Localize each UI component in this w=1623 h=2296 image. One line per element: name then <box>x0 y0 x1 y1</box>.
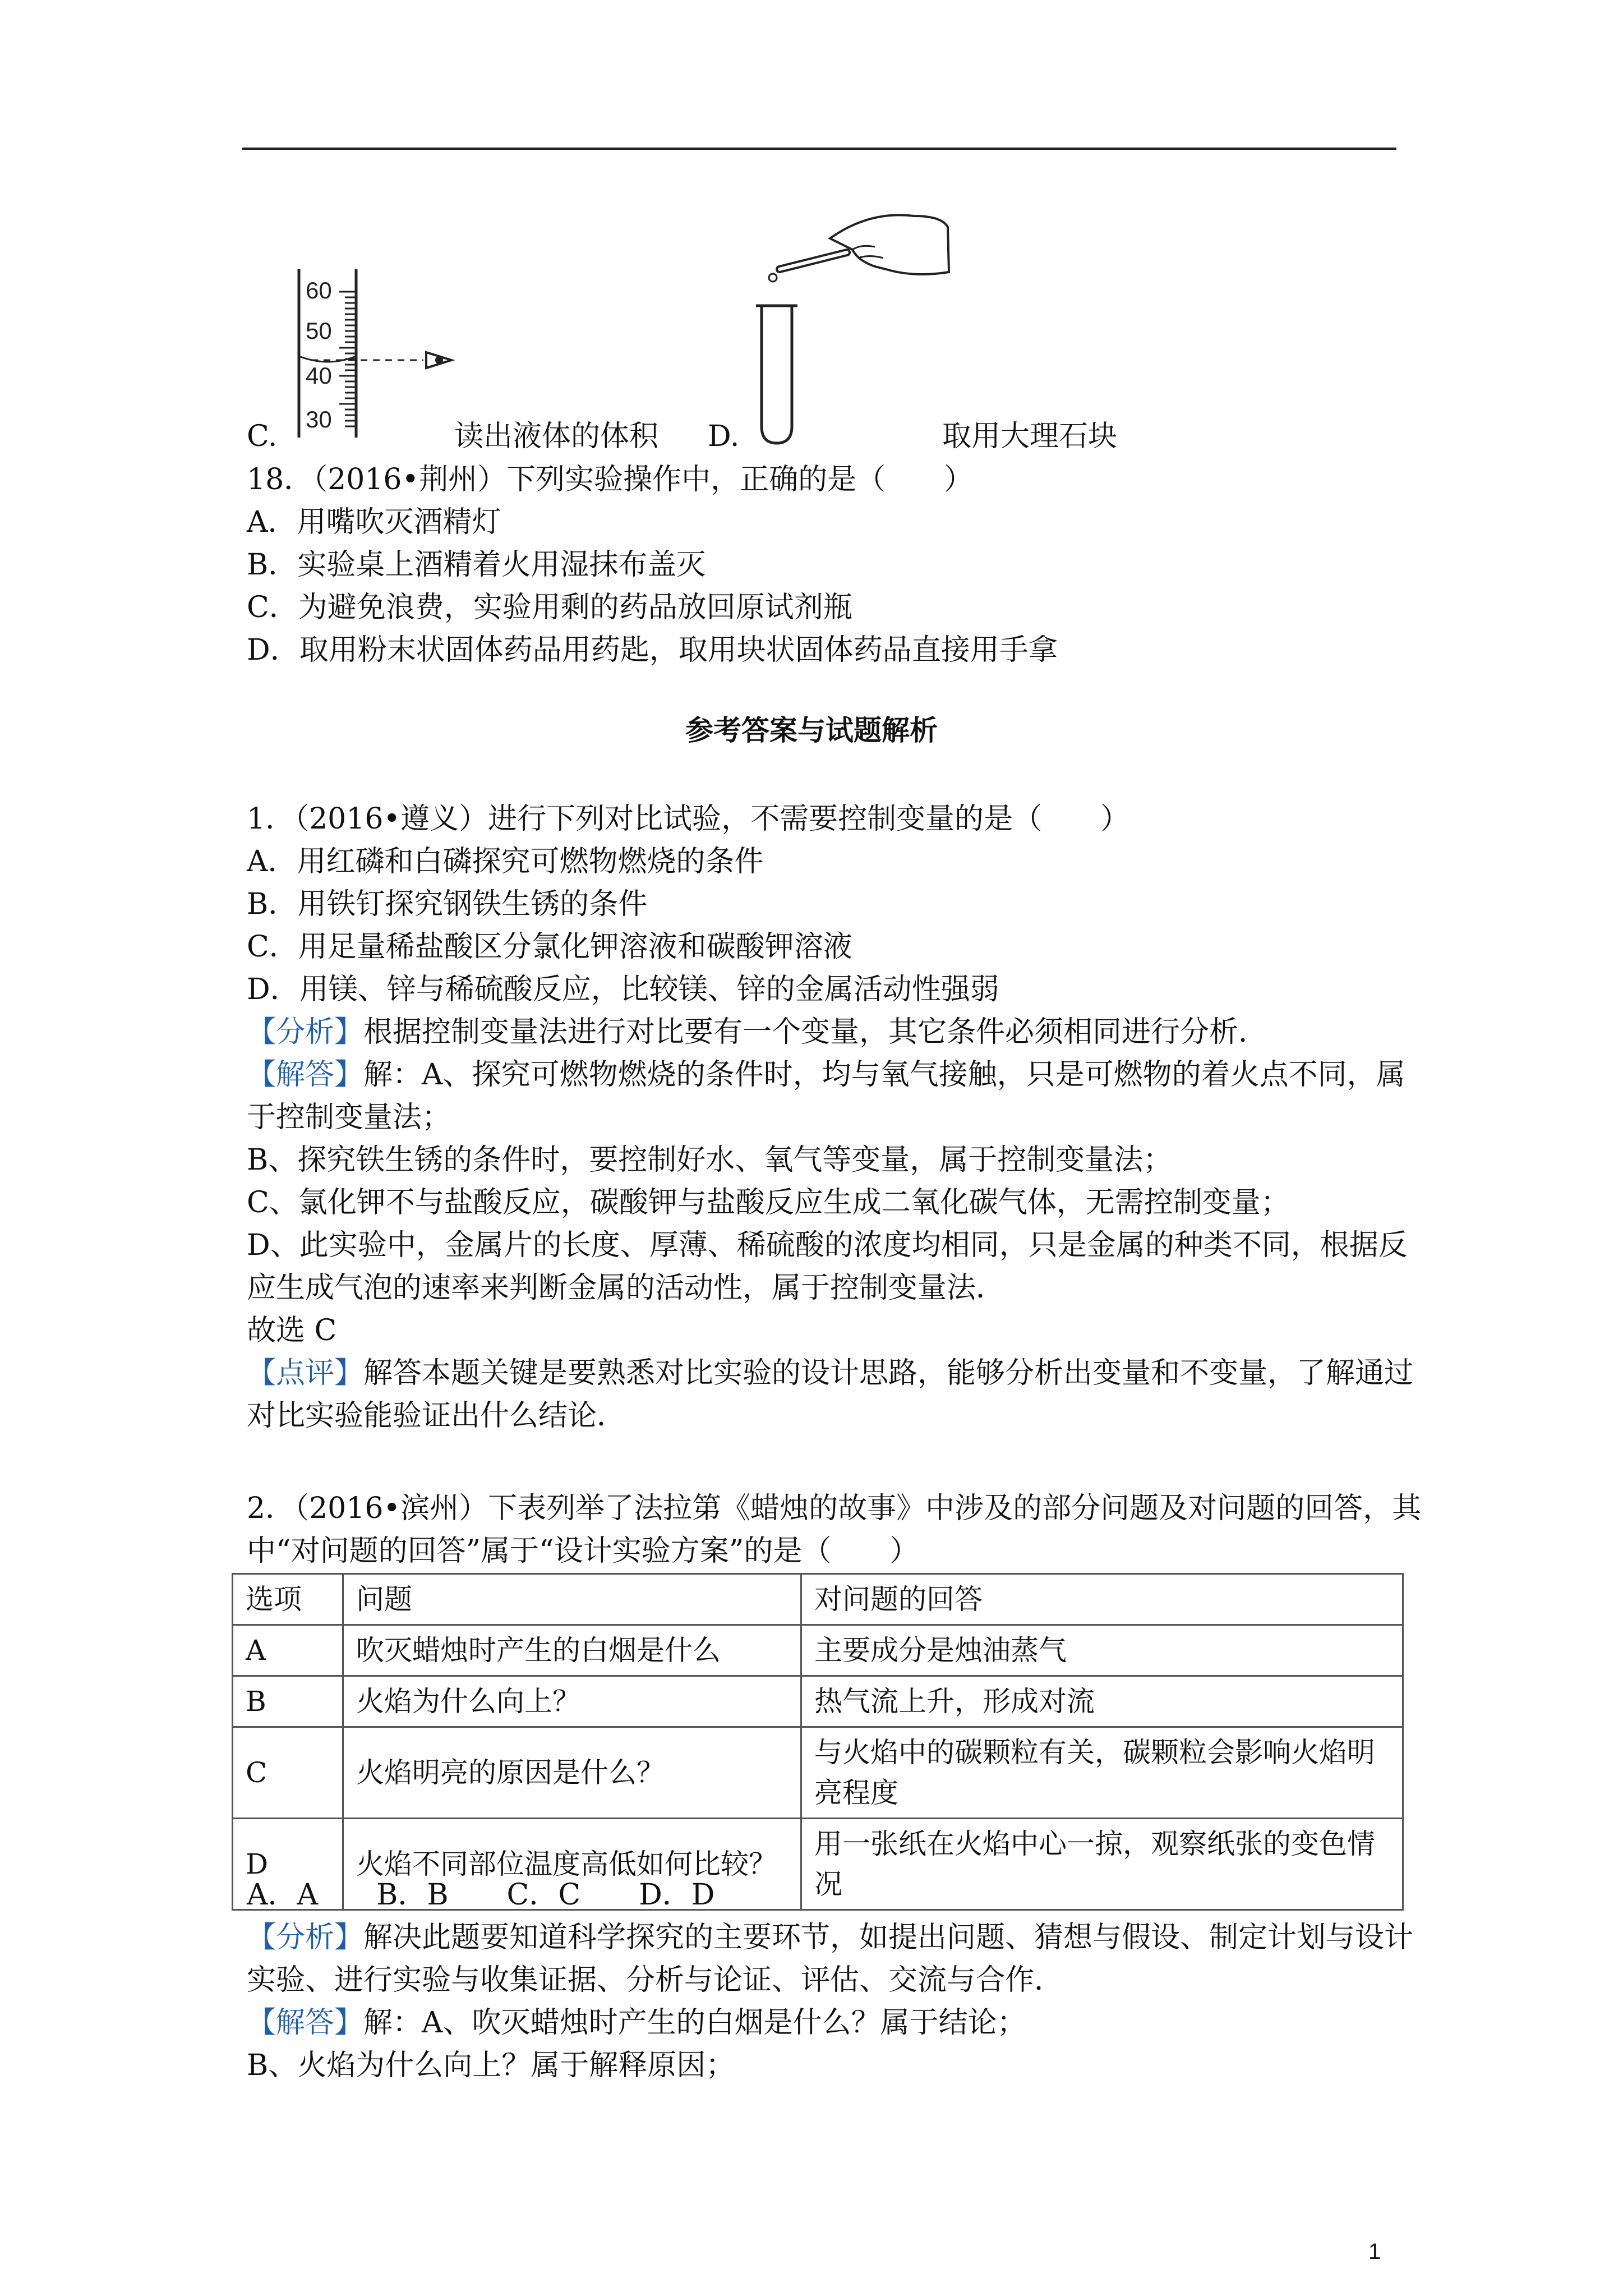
a1-comment-line2: 对比实验能验证出什么结论． <box>247 1399 626 1433</box>
table-cell: 热气流上升，形成对流 <box>801 1676 1403 1727</box>
table-row <box>233 1727 1403 1819</box>
a1-answer-b: B、探究铁生锈的条件时，要控制好水、氧气等变量，属于控制变量法； <box>247 1143 1173 1177</box>
tick-50: 50 <box>306 318 332 344</box>
table-header: 对问题的回答 <box>801 1574 1403 1625</box>
a2-stem-line1: 2．（2016•滨州）下表列举了法拉第《蜡烛的故事》中涉及的部分问题及对问题的回答，其 <box>247 1492 1422 1525</box>
comment-text: 解答本题关键是要熟悉对比实验的设计思路，能够分析出变量和不变量，了解通过 <box>363 1356 1414 1390</box>
table-header: 问题 <box>343 1574 801 1625</box>
candle-question-table <box>232 1573 1404 1911</box>
table-cell: 火焰为什么向上？ <box>343 1676 801 1727</box>
a1-option-d: D．用镁、锌与稀硫酸反应，比较镁、锌的金属活动性强弱 <box>247 973 999 1006</box>
q17-d-text: 取用大理石块 <box>942 420 1118 453</box>
a1-answer-line1 <box>247 1053 1405 1096</box>
page-number: 1 <box>1368 2239 1381 2264</box>
a2-options: A．A B．B C．C D．D <box>247 1878 715 1912</box>
a2-analysis-line2: 实验、进行实验与收集证据、分析与论证、评估、交流与合作． <box>247 1963 1064 1997</box>
a1-answer-d2: 应生成气泡的速率来判断金属的活动性，属于控制变量法． <box>247 1271 1006 1305</box>
q18-option-c: C．为避免浪费，实验用剩的药品放回原试剂瓶 <box>247 591 852 624</box>
a1-option-a: A．用红磷和白磷探究可燃物燃烧的条件 <box>247 845 764 878</box>
q17-option-c <box>247 415 277 458</box>
table-row <box>233 1676 1403 1727</box>
a2-answer-b: B、火焰为什么向上？属于解释原因； <box>247 2049 735 2082</box>
table-header: 选项 <box>233 1574 343 1625</box>
graduated-cylinder-image <box>289 264 474 443</box>
q17-d-label: D. <box>708 420 740 453</box>
table-cell: 主要成分是烛油蒸气 <box>801 1625 1403 1676</box>
table-cell: B <box>233 1676 343 1727</box>
table-cell: 用一张纸在火焰中心一掠，观察纸张的变色情况 <box>801 1819 1403 1910</box>
a1-answer-line2: 于控制变量法； <box>247 1101 451 1134</box>
a1-comment-line1 <box>247 1352 1413 1395</box>
q17-option-c-text <box>454 415 658 458</box>
table-row <box>233 1625 1403 1676</box>
a1-stem: 1．（2016•遵义）进行下列对比试验，不需要控制变量的是（ ） <box>247 802 1130 836</box>
a1-answer-d1: D、此实验中，金属片的长度、厚薄、稀硫酸的浓度均相同，只是金属的种类不同，根据反 <box>247 1228 1408 1262</box>
table-cell: 与火焰中的碳颗粒有关，碳颗粒会影响火焰明亮程度 <box>801 1727 1403 1819</box>
table-cell: 火焰不同部位温度高低如何比较？ <box>343 1819 801 1910</box>
analysis-tag: 【分析】 <box>247 1921 364 1954</box>
q18-option-b: B．实验桌上酒精着火用湿抹布盖灭 <box>247 548 706 582</box>
analysis-text: 解决此题要知道科学探究的主要环节，如提出问题、猜想与假设、制定计划与设计 <box>363 1921 1414 1954</box>
a2-stem-line2: 中“对问题的回答”属于“设计实验方案”的是（ ） <box>247 1534 919 1568</box>
q18-stem: 18．（2016•荆州）下列实验操作中，正确的是（ ） <box>247 463 974 496</box>
answer-tag: 【解答】 <box>247 2006 364 2040</box>
analysis-text: 根据控制变量法进行对比要有一个变量，其它条件必须相同进行分析． <box>363 1015 1268 1049</box>
q17-option-d <box>708 415 739 458</box>
answer-tag: 【解答】 <box>247 1058 364 1092</box>
tick-60: 60 <box>306 277 332 303</box>
q18-option-a: A．用嘴吹灭酒精灯 <box>247 505 501 539</box>
table-cell: 吹灭蜡烛时产生的白烟是什么 <box>343 1625 801 1676</box>
a2-answer-a <box>247 2001 1026 2044</box>
a1-option-c: C．用足量稀盐酸区分氯化钾溶液和碳酸钾溶液 <box>247 930 852 964</box>
a1-analysis <box>247 1011 1267 1053</box>
tick-30: 30 <box>306 406 332 432</box>
answer-text: 解：A、吹灭蜡烛时产生的白烟是什么？属于结论； <box>363 2006 1026 2040</box>
answers-title: 参考答案与试题解析 <box>685 714 938 747</box>
a1-choice: 故选 C <box>247 1314 337 1347</box>
q17-c-text: 读出液体的体积 <box>454 420 659 453</box>
tick-40: 40 <box>306 362 332 389</box>
a1-answer-c: C、氯化钾不与盐酸反应，碳酸钾与盐酸反应生成二氧化碳气体，无需控制变量； <box>247 1186 1290 1220</box>
answer-text: 解：A、探究可燃物燃烧的条件时，均与氧气接触，只是可燃物的着火点不同，属 <box>363 1058 1405 1092</box>
q17-option-d-text <box>942 415 1117 458</box>
header-rule <box>242 148 1396 150</box>
a1-option-b: B．用铁钉探究钢铁生锈的条件 <box>247 887 648 921</box>
table-cell: A <box>233 1625 343 1676</box>
analysis-tag: 【分析】 <box>247 1015 364 1049</box>
table-cell: D <box>233 1819 343 1910</box>
q18-option-d: D．取用粉末状固体药品用药匙，取用块状固体药品直接用手拿 <box>247 633 1058 667</box>
q17-c-label: C. <box>247 420 278 453</box>
table-cell: 火焰明亮的原因是什么？ <box>343 1727 801 1819</box>
table-cell: C <box>233 1727 343 1819</box>
test-tube-hand-image <box>746 205 959 446</box>
table-header-row <box>233 1574 1403 1625</box>
comment-tag: 【点评】 <box>247 1356 364 1390</box>
a2-analysis-line1 <box>247 1916 1413 1959</box>
